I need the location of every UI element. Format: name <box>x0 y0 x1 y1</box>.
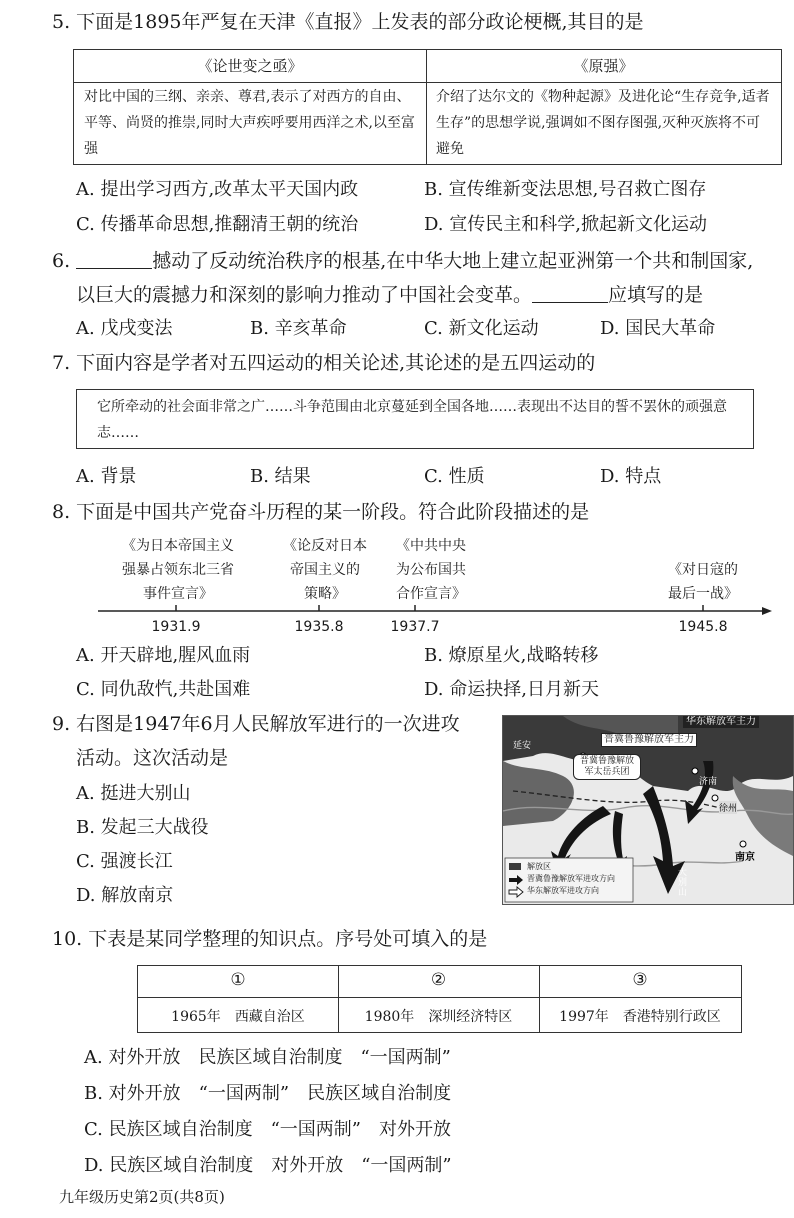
q8-date-1937: 1937.7 <box>390 619 440 635</box>
q10-stem: 10. 下表是某同学整理的知识点。序号处可填入的是 <box>52 928 488 950</box>
q5-cell-right: 介绍了达尔文的《物种起源》及进化论“生存竞争,适者生存”的思想学说,强调如不图存图强,灭种灭族将不可避免 <box>436 89 770 157</box>
q9-map <box>502 715 794 905</box>
q5-table <box>73 49 782 165</box>
q9-map-legend-jinjiluyu: 晋冀鲁豫解放军进攻方向 <box>527 874 615 883</box>
q9-map-label-yanan: 延安 <box>513 741 532 751</box>
q7-quote-box <box>76 389 754 449</box>
q9-map-label-jinjiluyu-main: 晋冀鲁豫解放军主力 <box>601 733 697 747</box>
q5-header-left: 《论世变之亟》 <box>197 57 303 75</box>
q7-stem: 7. 下面内容是学者对五四运动的相关论述,其论述的是五四运动的 <box>52 352 596 374</box>
q10-option-c[interactable]: C. 民族区域自治制度 “一国两制” 对外开放 <box>84 1119 451 1140</box>
q6-blank <box>76 250 152 269</box>
q8-event-1937: 《中共中央 为公布国共 合作宣言》 <box>396 538 466 602</box>
q9-map-label-xuzhou: 徐州 <box>719 801 737 814</box>
q6-stem-part3: 应填写的是 <box>608 284 704 306</box>
q5-stem: 5. 下面是1895年严复在天津《直报》上发表的部分政论梗概,其目的是 <box>52 11 644 33</box>
q6-option-c[interactable]: C. 新文化运动 <box>424 318 539 339</box>
q9-map-label-dabieshan: 大别山 <box>678 868 688 898</box>
q7-option-d[interactable]: D. 特点 <box>600 466 662 487</box>
q8-date-1931: 1931.9 <box>151 619 201 635</box>
q10-table <box>137 965 742 1033</box>
q8-timeline-axis <box>98 603 773 617</box>
q7-option-a[interactable]: A. 背景 <box>76 466 137 487</box>
q5-cell-left: 对比中国的三纲、亲亲、尊君,表示了对西方的自由、平等、尚贤的推崇,同时大声疾呼要用西洋之术,以至富强 <box>84 89 415 157</box>
q6-stem-line1 <box>52 249 753 273</box>
q6-number: 6. <box>52 250 71 272</box>
q5-option-b[interactable]: B. 宣传维新变法思想,号召救亡图存 <box>424 179 707 200</box>
q10-marker-3: ③ <box>632 970 648 990</box>
page-footer: 九年级历史第2页(共8页) <box>59 1188 225 1206</box>
q9-map-label-jinan: 济南 <box>699 777 718 787</box>
q9-map-label-taiyue: 晋冀鲁豫解放军太岳兵团 <box>573 754 641 780</box>
q8-option-c[interactable]: C. 同仇敌忾,共赴国难 <box>76 679 251 700</box>
q8-event-1945: 《对日寇的 最后一战》 <box>668 562 738 602</box>
q9-option-a[interactable]: A. 挺进大别山 <box>76 783 191 804</box>
q6-stem-line2 <box>76 283 703 307</box>
q10-cell-3: 1997年 香港特别行政区 <box>559 1009 721 1025</box>
q9-option-d[interactable]: D. 解放南京 <box>76 885 174 906</box>
q6-option-a[interactable]: A. 戊戌变法 <box>76 318 173 339</box>
q8-date-1945: 1945.8 <box>678 619 728 635</box>
q8-date-1935: 1935.8 <box>294 619 344 635</box>
q5-option-a[interactable]: A. 提出学习西方,改革太平天国内政 <box>76 179 359 200</box>
q8-event-1931: 《为日本帝国主义 强暴占领东北三省 事件宣言》 <box>122 538 234 602</box>
q6-stem-part2: 以巨大的震撼力和深刻的影响力推动了中国社会变革。 <box>76 284 533 306</box>
q10-marker-1: ① <box>230 970 246 990</box>
q8-option-a[interactable]: A. 开天辟地,腥风血雨 <box>76 645 251 666</box>
q6-option-d[interactable]: D. 国民大革命 <box>600 318 716 339</box>
q9-option-c[interactable]: C. 强渡长江 <box>76 851 173 872</box>
q8-event-1935: 《论反对日本 帝国主义的 策略》 <box>283 538 367 602</box>
q6-blank-2 <box>532 284 608 303</box>
q7-option-c[interactable]: C. 性质 <box>424 466 485 487</box>
q5-header-right: 《原强》 <box>573 57 634 75</box>
q8-option-d[interactable]: D. 命运抉择,日月新天 <box>424 679 599 700</box>
q7-option-b[interactable]: B. 结果 <box>250 466 311 487</box>
q10-option-d[interactable]: D. 民族区域自治制度 对外开放 “一国两制” <box>84 1155 452 1176</box>
q5-option-d[interactable]: D. 宣传民主和科学,掀起新文化运动 <box>424 214 707 235</box>
q8-stem: 8. 下面是中国共产党奋斗历程的某一阶段。符合此阶段描述的是 <box>52 501 590 523</box>
q10-marker-2: ② <box>430 970 447 990</box>
q9-map-legend-liberated: 解放区 <box>527 862 551 871</box>
q8-option-b[interactable]: B. 燎原星火,战略转移 <box>424 645 599 666</box>
q9-map-legend-east: 华东解放军进攻方向 <box>527 886 599 895</box>
q5-option-c[interactable]: C. 传播革命思想,推翻清王朝的统治 <box>76 214 359 235</box>
q6-option-b[interactable]: B. 辛亥革命 <box>250 318 347 339</box>
q9-map-label-east-army: 华东解放军主力 <box>683 716 759 728</box>
q7-quote: 它所牵动的社会面非常之广……斗争范围由北京蔓延到全国各地……表现出不达目的誓不罢休的顽强意志…… <box>97 399 727 441</box>
q6-stem-part1: 撼动了反动统治秩序的根基,在中华大地上建立起亚洲第一个共和制国家, <box>152 250 754 272</box>
q9-map-label-nanjing: 南京 <box>735 852 755 863</box>
q9-stem-line1: 9. 右图是1947年6月人民解放军进行的一次进攻 <box>52 713 460 735</box>
q10-cell-1: 1965年 西藏自治区 <box>171 1009 305 1025</box>
q10-option-a[interactable]: A. 对外开放 民族区域自治制度 “一国两制” <box>84 1047 451 1068</box>
q10-option-b[interactable]: B. 对外开放 “一国两制” 民族区域自治制度 <box>84 1083 452 1104</box>
q9-option-b[interactable]: B. 发起三大战役 <box>76 817 209 838</box>
q9-stem-line2: 活动。这次活动是 <box>76 747 229 769</box>
q10-cell-2: 1980年 深圳经济特区 <box>364 1009 513 1025</box>
